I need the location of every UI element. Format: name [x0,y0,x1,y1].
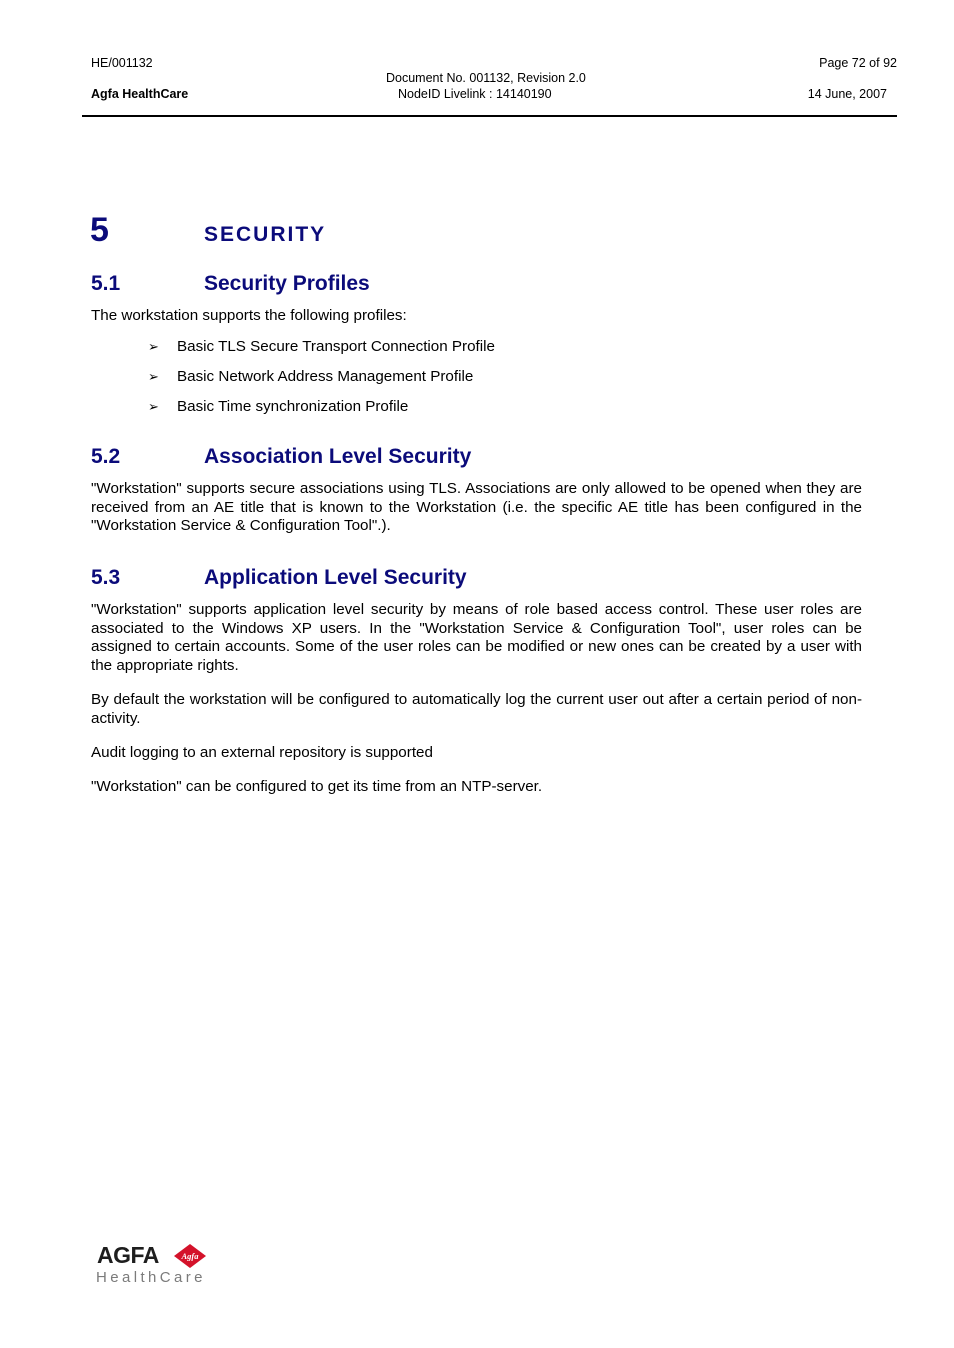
header-rule [82,115,897,117]
logo-badge-text: Agfa [181,1251,199,1261]
section-title-5-3: Application Level Security [204,566,467,589]
list-item-text: Basic TLS Secure Transport Connection Profile [177,338,495,355]
section-5-3-paragraph-4: "Workstation" can be configured to get its time from an NTP-server. [91,778,543,795]
list-item-text: Basic Time synchronization Profile [177,398,409,415]
doc-ref: HE/001132 [91,56,153,70]
company-name: Agfa HealthCare [91,87,189,101]
document-number: Document No. 001132, Revision 2.0 [386,71,586,85]
list-item [148,338,495,356]
agfa-rhombus-icon [171,1242,209,1270]
arrow-bullet-icon: ➢ [148,339,159,354]
section-number-5-3: 5.3 [91,566,121,589]
section-title-5-2: Association Level Security [204,445,472,468]
list-item [148,368,473,386]
document-date: 14 June, 2007 [807,87,887,101]
node-id: NodeID Livelink : 14140190 [398,87,552,101]
section-5-1-intro: The workstation supports the following profiles: [91,307,407,324]
page-number: Page 72 of 92 [819,56,897,70]
chapter-title: SECURITY [204,223,327,246]
section-5-2-paragraph: "Workstation" supports secure associations using TLS. Associations are only allowed to be opened when they are received from an AE title that is known to the Workstation (i.e. the specific AE title has been configured in the "Workstation Service & Configuration Tool".). [91,480,862,534]
agfa-healthcare-logo [95,1240,225,1290]
list-item-text: Basic Network Address Management Profile [177,368,474,385]
list-item [148,398,408,416]
chapter-number: 5 [90,211,109,249]
section-title-5-1: Security Profiles [204,272,370,295]
section-5-3-paragraph-2: By default the workstation will be configured to automatically log the current user out after a certain period of non-activity. [91,691,862,727]
section-5-3-paragraph-3: Audit logging to an external repository is supported [91,744,433,761]
section-number-5-1: 5.1 [91,272,121,295]
arrow-bullet-icon: ➢ [148,399,159,414]
logo-wordmark: AGFA [97,1242,159,1268]
section-5-3-paragraph-1: "Workstation" supports application level security by means of role based access control. These user roles are associated to the Windows XP users. In the "Workstation Service & Configuration Tool", user roles can be assigned to certain accounts. Some of the user roles can be modified or new ones can be created by a user with the appropriate rights. [91,601,862,674]
arrow-bullet-icon: ➢ [148,369,159,384]
logo-tagline: HealthCare [96,1269,206,1286]
section-number-5-2: 5.2 [91,445,121,468]
